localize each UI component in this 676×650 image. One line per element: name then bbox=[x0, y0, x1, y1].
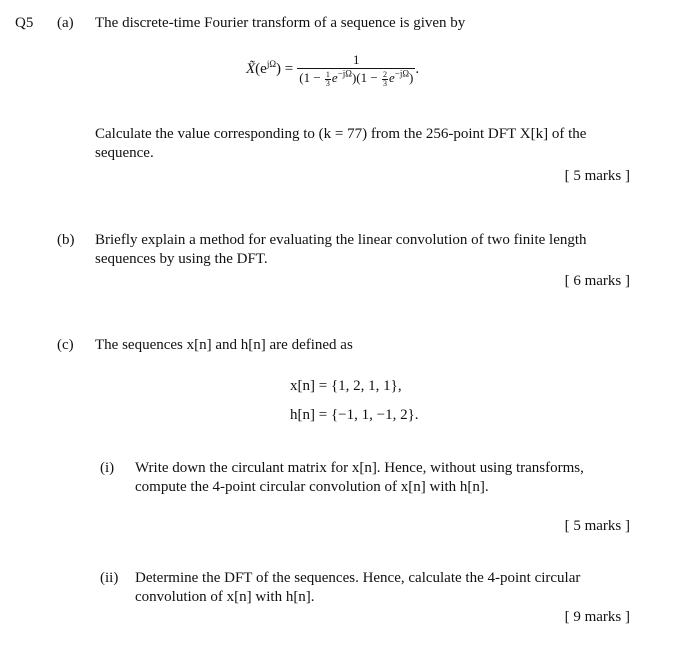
den-part4: e bbox=[388, 70, 395, 85]
part-c-i-marks: [ 5 marks ] bbox=[564, 518, 630, 534]
question-number: Q5 bbox=[15, 15, 34, 31]
formula-numerator: 1 bbox=[353, 52, 360, 67]
den-part3: )(1 − bbox=[351, 70, 381, 85]
part-a-intro: The discrete-time Fourier transform of a sequence is given by bbox=[95, 15, 466, 31]
part-c-i-text-line2: compute the 4-point circular convolution of x[n] with h[n]. bbox=[135, 479, 489, 495]
part-a-label: (a) bbox=[57, 15, 74, 31]
formula-denominator bbox=[297, 68, 415, 88]
den-exp1: −jΩ bbox=[337, 68, 352, 79]
den-part5: ) bbox=[409, 70, 414, 85]
formula-trailing: . bbox=[415, 61, 420, 78]
den-frac2 bbox=[382, 71, 388, 88]
dtft-formula bbox=[246, 52, 419, 88]
part-b-text-line2: sequences by using the DFT. bbox=[95, 251, 268, 267]
part-a-marks: [ 5 marks ] bbox=[564, 168, 630, 184]
den-frac1-num: 1 bbox=[325, 69, 330, 79]
formula-fraction bbox=[297, 52, 415, 88]
sequence-h: h[n] = {−1, 1, −1, 2}. bbox=[290, 407, 419, 423]
part-c-label: (c) bbox=[57, 337, 74, 353]
part-c-ii-label: (ii) bbox=[100, 570, 119, 586]
part-a-text-line1: Calculate the value corresponding to (k = 77) from the 256-point DFT X[k] of the bbox=[95, 126, 587, 142]
part-b-label: (b) bbox=[57, 232, 75, 248]
den-exp2: −jΩ bbox=[394, 68, 410, 79]
den-frac1 bbox=[325, 71, 331, 88]
part-c-i-label: (i) bbox=[100, 460, 115, 476]
part-a-text-line2: sequence. bbox=[95, 145, 154, 161]
den-part2: e bbox=[331, 70, 338, 85]
part-c-ii-text-line1: Determine the DFT of the sequences. Hence, calculate the 4-point circular bbox=[135, 570, 581, 586]
formula-lhs-close: ) = bbox=[276, 61, 294, 78]
part-b-text-line1: Briefly explain a method for evaluating the linear convolution of two finite length bbox=[95, 232, 587, 248]
formula-lhs-exp: jΩ bbox=[266, 59, 277, 70]
part-c-i-text-line1: Write down the circulant matrix for x[n]. Hence, without using transforms, bbox=[135, 460, 584, 476]
part-b-marks: [ 6 marks ] bbox=[564, 273, 630, 289]
den-frac2-num: 2 bbox=[382, 69, 387, 79]
den-frac1-den: 3 bbox=[325, 78, 330, 88]
formula-lhs-arg: (e bbox=[255, 61, 267, 78]
formula-lhs-symbol: X̃ bbox=[246, 61, 256, 78]
part-c-ii-marks: [ 9 marks ] bbox=[564, 609, 630, 625]
sequence-x: x[n] = {1, 2, 1, 1}, bbox=[290, 378, 402, 394]
den-frac2-den: 3 bbox=[382, 78, 387, 88]
den-part1: (1 − bbox=[299, 70, 324, 85]
formula-lhs bbox=[246, 60, 293, 79]
part-c-ii-text-line2: convolution of x[n] with h[n]. bbox=[135, 589, 315, 605]
part-c-intro: The sequences x[n] and h[n] are defined as bbox=[95, 337, 353, 353]
